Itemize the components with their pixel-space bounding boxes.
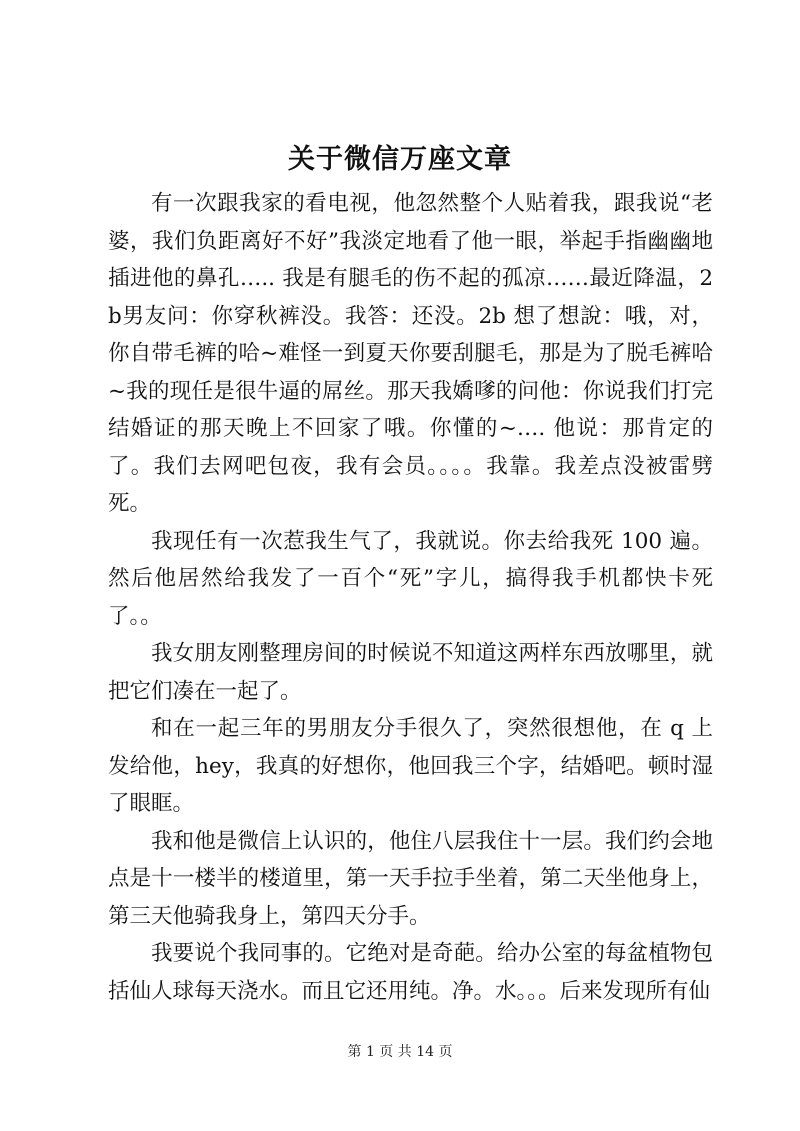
paragraph-4: 和在一起三年的男朋友分手很久了，突然很想他，在 q 上发给他，hey，我真的好想你，他回我三个字，结婚吧。顿时湿了眼眶。 bbox=[108, 716, 713, 816]
paragraph-6: 我要说个我同事的。它绝对是奇葩。给办公室的每盆植物包括仙人球每天浇水。而且它还用纯。净。水。。。后来发现所有仙 bbox=[108, 941, 713, 1004]
paragraph-2: 我现任有一次惹我生气了，我就说。你去给我死 100 遍。然后他居然给我发了一百个“死”字儿，搞得我手机都快卡死了。。 bbox=[108, 528, 713, 629]
document-title: 关于微信万座文章 bbox=[288, 144, 512, 175]
paragraph-5: 我和他是微信上认识的，他住八层我住十一层。我们约会地点是十一楼半的楼道里，第一天手拉手坐着，第二天坐他身上，第三天他骑我身上，第四天分手。 bbox=[108, 828, 713, 929]
paragraph-1: 有一次跟我家的看电视，他忽然整个人贴着我，跟我说“老婆，我们负距离好不好”我淡定地看了他一眼，举起手指幽幽地插进他的鼻孔….. 我是有腿毛的伤不起的孤凉……最近降温，2b男友问：你穿秋裤没。我答：还没。2b 想了想說：哦，对，你自带毛裤的哈~难怪一到夏天你要刮腿毛，那是为了脱毛裤哈~我的现任是很牛逼的屌丝。那天我嬌嗲的问他：你说我们打完结婚证的那天晚上不回家了哦。你懂的~…. 他说：那肯定的了。我们去网吧包夜，我有会员。。。。我靠。我差点没被雷劈死。 bbox=[108, 191, 713, 516]
paragraph-3: 我女朋友刚整理房间的时候说不知道这两样东西放哪里，就把它们凑在一起了。 bbox=[108, 641, 713, 704]
document-body bbox=[108, 185, 713, 1010]
page-footer: 第 1 页 共 14 页 bbox=[347, 1044, 453, 1060]
